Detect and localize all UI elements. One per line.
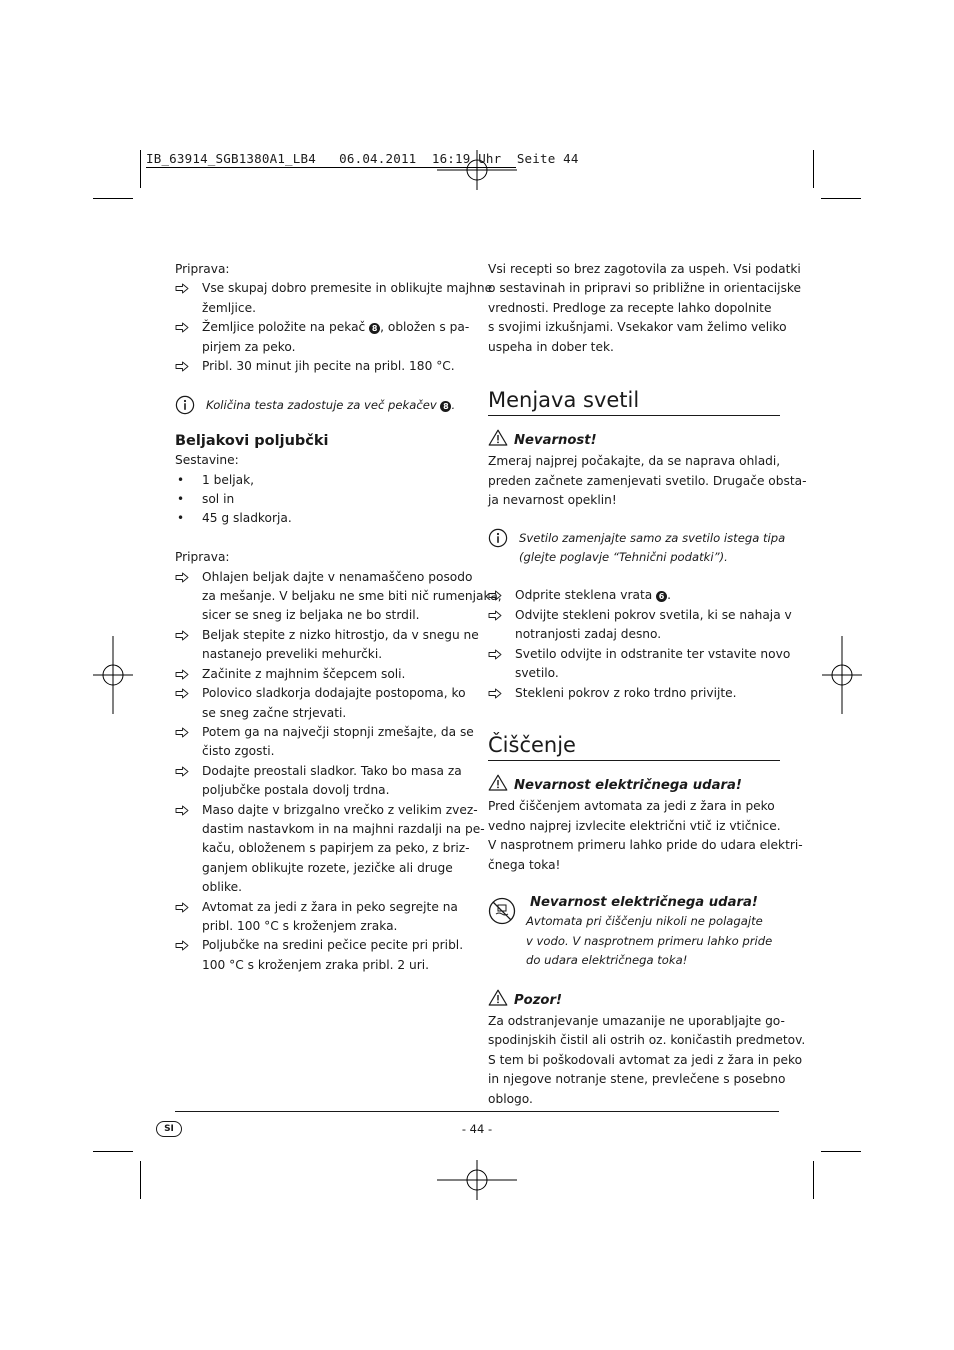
step-item <box>175 936 470 975</box>
text-line: in njegove notranje stene, prevlečene s posebno <box>488 1072 786 1087</box>
info-icon <box>488 529 508 554</box>
section-title-ciscenje: Čiščenje <box>488 732 576 757</box>
page-number: - 44 - <box>461 1122 493 1136</box>
bullet: • <box>177 492 185 507</box>
step-item <box>488 645 791 684</box>
text-line: (glejte poglavje “Tehnični podatki”). <box>519 550 728 565</box>
step-line: notranjosti zadaj desno. <box>515 627 662 642</box>
warning-text-4 <box>488 1012 806 1109</box>
step-line: Maso dajte v brizgalno vrečko z velikim zvez- <box>202 802 478 817</box>
text-line: spodinjskih čistil ali ostrih oz. koničastih predmetov. <box>488 1033 806 1048</box>
hollow-arrow-icon <box>175 936 189 957</box>
steps-list-2 <box>175 568 502 976</box>
step-item <box>488 606 792 645</box>
warning-triangle-icon <box>488 774 508 797</box>
text-line: Za odstranjevanje umazanije ne uporabljajte go- <box>488 1013 785 1028</box>
step-line: Polovico sladkorja dodajajte postopoma, ko <box>202 686 466 701</box>
step-line: Potem ga na največji stopnji zmešajte, da se <box>202 724 474 739</box>
step-item <box>488 586 780 605</box>
hollow-arrow-icon <box>488 586 502 607</box>
ingredients-list <box>175 471 470 529</box>
steps-list-3 <box>488 586 792 702</box>
left-column <box>175 260 502 975</box>
warning-text-2 <box>488 797 803 875</box>
warning-text-1 <box>488 452 807 510</box>
hollow-arrow-icon <box>175 318 189 339</box>
item-number-badge: 8 <box>369 323 380 334</box>
step-line: svetilo. <box>515 666 559 681</box>
hollow-arrow-icon <box>175 723 189 744</box>
hollow-arrow-icon <box>488 606 502 627</box>
step-item <box>175 801 485 898</box>
step-line: pribl. 100 °C s kroženjem zraka. <box>202 918 398 933</box>
hollow-arrow-icon <box>175 801 189 822</box>
warning-electric-1: Nevarnost električnega udara! <box>488 774 780 797</box>
bullet: • <box>177 472 185 487</box>
step-line: Avtomat za jedi z žara in peko segrejte na <box>202 899 458 914</box>
warning-electric-2-title: Nevarnost električnega udara! <box>530 894 758 910</box>
warning-triangle-icon <box>488 989 508 1012</box>
text-line: preden začnete zamenjevati svetilo. Drugače obsta- <box>488 473 807 488</box>
step-line: čisto zgosti. <box>202 744 275 759</box>
hollow-arrow-icon <box>488 684 502 705</box>
step-item <box>175 318 470 357</box>
step-item <box>488 684 780 703</box>
hollow-arrow-icon <box>488 645 502 666</box>
info-note-1 <box>175 396 470 415</box>
text-line: s svojimi izkušnjami. Vsekakor vam želimo veliko <box>488 320 787 335</box>
ingredients-label: Sestavine: <box>175 453 239 468</box>
hollow-arrow-icon <box>175 568 189 589</box>
text-line: v vodo. V nasprotnem primeru lahko pride <box>526 933 773 948</box>
text-line: vrednosti. Predloge za recepte lahko dopolnite <box>488 300 772 315</box>
hollow-arrow-icon <box>175 665 189 686</box>
hollow-arrow-icon <box>175 684 189 705</box>
info-note-2 <box>488 529 786 568</box>
registration-mark-right <box>822 636 862 714</box>
ingredient-item: • 45 g sladkorja. <box>175 509 470 528</box>
text-line: S tem bi poškodovali avtomat za jedi z žara in peko <box>488 1052 803 1067</box>
step-line: za mešanje. V beljaku ne sme biti nič rumenjaka, <box>202 589 502 604</box>
step-line: Svetilo odvijte in odstranite ter vstavite novo <box>515 646 791 661</box>
language-badge: SI <box>156 1121 182 1137</box>
step-line: Dodajte preostali sladkor. Tako bo masa za <box>202 763 462 778</box>
step-item <box>175 357 470 376</box>
warning-electric-2-text <box>526 912 780 970</box>
step-line: Vse skupaj dobro premesite in oblikujte majhne <box>202 281 493 296</box>
step-line: ganjem oblikujte rozete, jezičke ali druge <box>202 860 453 875</box>
text-line: vedno najprej izvlecite električni vtič iz vtičnice. <box>488 818 781 833</box>
text-line: do udara električnega toka! <box>526 953 688 968</box>
text-line: Pred čiščenjem avtomata za jedi z žara in peko <box>488 799 775 814</box>
text-line: uspeha in dober tek. <box>488 339 614 354</box>
step-line: dastim nastavkom in na majhni razdalji na pe- <box>202 821 485 836</box>
step-line: nastanejo preveliki mehurčki. <box>202 647 383 662</box>
step-item <box>175 665 470 684</box>
step-line: Žemljice položite na pekač 8 , obložen s pa- <box>202 320 470 335</box>
section-ciscenje <box>488 732 780 761</box>
step-line: Začinite z majhnim ščepcem soli. <box>202 666 406 681</box>
section-menjava-svetil <box>488 387 780 416</box>
step-line: Pribl. 30 minut jih pecite na pribl. 180 °C. <box>202 359 455 374</box>
step-line: pirjem za peko. <box>202 339 296 354</box>
priprava-label: Priprava: <box>175 262 230 276</box>
step-line: Ohlajen beljak dajte v nenamaščeno posodo <box>202 569 473 584</box>
step-item <box>175 762 470 801</box>
step-item <box>175 626 479 665</box>
hollow-arrow-icon <box>175 279 189 300</box>
step-line: sicer se sneg iz beljaka ne bo strdil. <box>202 608 420 623</box>
registration-mark-left <box>93 636 133 714</box>
text-line: čnega toka! <box>488 857 561 872</box>
hollow-arrow-icon <box>175 357 189 378</box>
step-line: žemljice. <box>202 300 256 315</box>
print-slug: IB_63914_SGB1380A1_LB4 06.04.2011 16:19 Uhr Seite 44 <box>146 151 579 166</box>
item-number-badge: 6 <box>656 591 667 602</box>
info-note-text: Količina testa zadostuje za več pekačev 8 . <box>206 397 456 412</box>
recipe-heading: Beljakovi poljubčki <box>175 433 329 450</box>
step-item <box>175 279 493 318</box>
text-line: V nasprotnem primeru lahko pride do udara elektri- <box>488 838 803 853</box>
hollow-arrow-icon <box>175 762 189 783</box>
right-column <box>488 260 807 1109</box>
text-line: ja nevarnost opeklin! <box>488 493 617 508</box>
warning-triangle-icon <box>488 429 508 452</box>
item-number-badge: 8 <box>440 401 451 412</box>
text-line: o sestavinah in pripravi so približne in orientacijske <box>488 281 802 296</box>
step-item <box>175 684 470 723</box>
footer-rule <box>175 1111 779 1112</box>
text-line: Vsi recepti so brez zagotovila za uspeh. Vsi podatki <box>488 262 801 276</box>
hollow-arrow-icon <box>175 626 189 647</box>
step-item <box>175 898 470 937</box>
warning-caution: Pozor! <box>488 989 780 1012</box>
step-line: Odvijte stekleni pokrov svetila, ki se nahaja v <box>515 607 792 622</box>
bullet: • <box>177 511 185 526</box>
registration-mark-bottom <box>437 1160 517 1200</box>
step-line: Beljak stepite z nizko hitrostjo, da v snegu ne <box>202 627 479 642</box>
no-water-immersion-icon <box>488 897 516 931</box>
info-note-2-text <box>519 529 786 568</box>
step-line: se sneg začne strjevati. <box>202 705 347 720</box>
info-icon <box>175 396 195 421</box>
ingredient-item: • sol in <box>175 490 470 509</box>
step-line: Poljubčke na sredini pečice pecite pri pribl. <box>202 938 464 953</box>
step-line: kaču, obloženem s papirjem za peko, z briz- <box>202 841 470 856</box>
section-title-menjava-svetil: Menjava svetil <box>488 388 640 413</box>
steps-list-1 <box>175 279 493 376</box>
priprava-label-2: Priprava: <box>175 550 230 565</box>
warning-electric-2 <box>488 893 780 971</box>
hollow-arrow-icon <box>175 898 189 919</box>
text-line: Svetilo zamenjajte samo za svetilo istega tipa <box>519 530 786 545</box>
warning-danger-1: Nevarnost! <box>488 429 780 452</box>
ingredient-item: • 1 beljak, <box>175 471 470 490</box>
step-line: Stekleni pokrov z roko trdno privijte. <box>515 685 737 700</box>
step-item <box>175 568 502 626</box>
step-line: oblike. <box>202 880 242 895</box>
step-line: 100 °C s kroženjem zraka pribl. 2 uri. <box>202 957 430 972</box>
text-line: Zmeraj najprej počakajte, da se naprava ohladi, <box>488 454 781 469</box>
step-item <box>175 723 474 762</box>
text-line: oblogo. <box>488 1091 533 1106</box>
text-line: Avtomata pri čiščenju nikoli ne polagajte <box>526 914 763 929</box>
step-line: Odprite steklena vrata 6 . <box>515 588 671 603</box>
intro-paragraph <box>488 260 802 357</box>
step-line: poljubčke postala dovolj trdna. <box>202 783 390 798</box>
